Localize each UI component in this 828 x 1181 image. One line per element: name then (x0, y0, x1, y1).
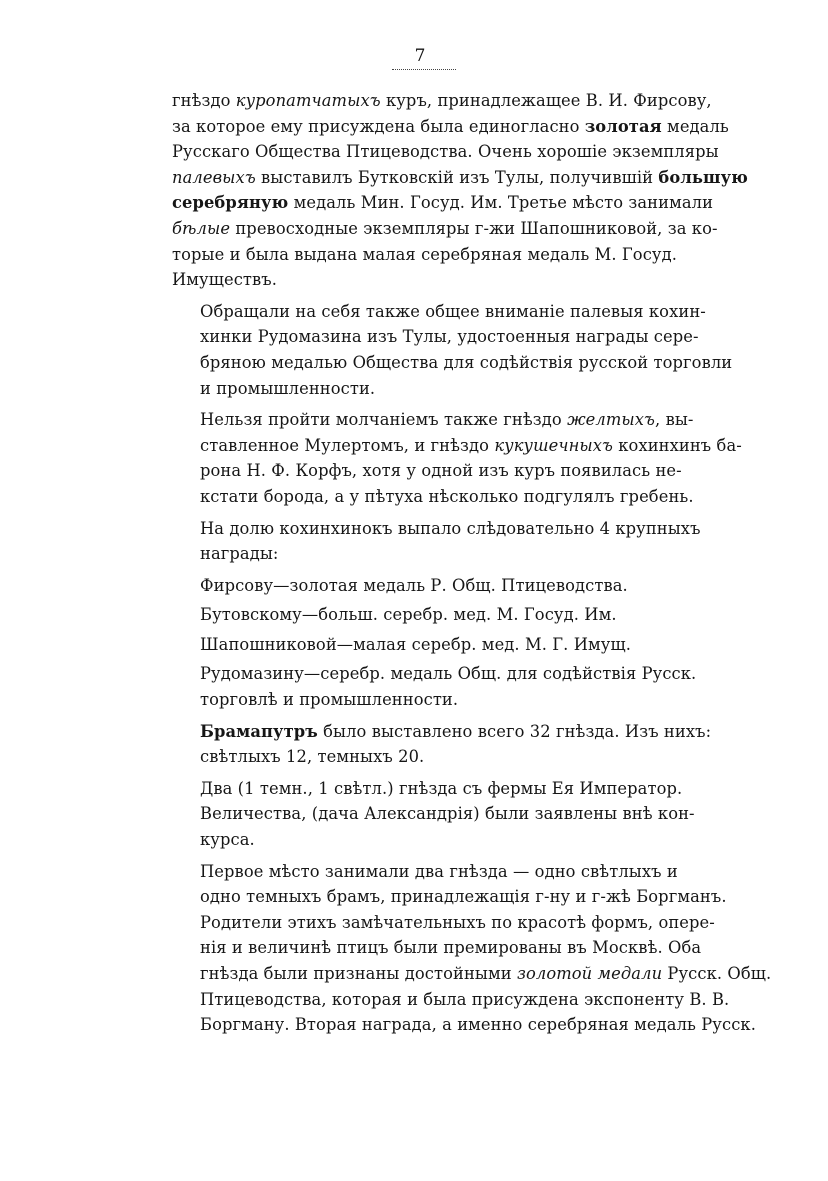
text-run: Русск. Общ. (662, 964, 772, 983)
italic-term: желтыхъ (567, 410, 656, 430)
text-line (172, 719, 712, 745)
text-line (172, 961, 772, 987)
text-run: ставленное Мулертомъ, и гнѣздо (200, 435, 495, 455)
italic-term: бѣлые (172, 218, 231, 238)
text-line (172, 458, 682, 484)
award-item-firsov (172, 573, 672, 599)
text-run: медаль (661, 116, 729, 136)
award-item-butovsky (172, 602, 672, 628)
text-run: торые и была выдана малая серебряная медаль М. Госуд. (172, 244, 677, 264)
paragraph-imperial-farm (172, 776, 695, 853)
text-run: бряною медалью Общества для содѣйствія русской торговли (200, 352, 733, 372)
paragraph-3 (172, 407, 742, 509)
text-line (172, 267, 672, 293)
text-line (172, 114, 729, 140)
bold-term: Брамапутръ (200, 721, 318, 741)
text-run: за которое ему присуждена была единогласно (172, 116, 585, 136)
text-run: Два (1 темн., 1 свѣтл.) гнѣзда съ фермы Ея Император. (200, 778, 683, 798)
paragraph-1 (172, 88, 748, 293)
text-run: Имуществъ. (172, 270, 278, 290)
text-run: было выставлено всего 32 гнѣзда. Изъ нихъ: (317, 721, 712, 741)
text-line (172, 541, 672, 567)
italic-term: палевыхъ (172, 167, 256, 187)
italic-term: куропатчатыхъ (235, 91, 381, 110)
text-line (172, 484, 694, 510)
text-run: кстати борода, а у пѣтуха нѣсколько подгулялъ гребень. (200, 486, 694, 506)
text-run: Птицеводства, которая и была присуждена экспоненту В. В. (200, 989, 730, 1009)
text-run: На долю кохинхинокъ выпало слѣдовательно 4 крупныхъ (200, 518, 701, 538)
text-line (172, 859, 678, 885)
award-item-shaposhnikova (172, 632, 672, 658)
text-line (172, 884, 727, 910)
text-line (172, 350, 733, 376)
text-line (172, 216, 718, 242)
award-item-rudomazin (172, 661, 697, 712)
text-line (172, 602, 672, 628)
text-run: медаль Мин. Госуд. Им. Третье мѣсто занимали (288, 193, 714, 213)
italic-term: золотой медали (516, 964, 663, 983)
paragraph-2 (172, 299, 733, 401)
text-line (172, 910, 715, 936)
text-run: курса. (200, 830, 255, 850)
text-run: превосходные экземпляры г-жи Шапошниковой, за ко- (230, 218, 718, 238)
page-number-rule (392, 69, 456, 70)
text-line (172, 573, 672, 599)
page-number: 7 (414, 46, 426, 66)
text-line (172, 776, 683, 802)
text-line (172, 407, 694, 433)
text-line (172, 987, 730, 1013)
text-run: одно темныхъ брамъ, принадлежащія г-ну и г-жѣ Боргманъ. (200, 887, 727, 907)
text-run: торговлѣ и промышленности. (200, 690, 459, 710)
text-line (172, 1012, 756, 1038)
text-line (172, 190, 714, 216)
text-line (172, 139, 719, 165)
text-run: нія и величинѣ птицъ были премированы въ Москвѣ. Оба (200, 938, 702, 958)
text-run: выставилъ Бутковскій изъ Тулы, получившій (255, 167, 659, 187)
text-run: Русскаго Общества Птицеводства. Очень хорошіе экземпляры (172, 142, 719, 162)
text-line (172, 433, 742, 459)
text-line (172, 242, 677, 268)
text-run: Рудомазину—серебр. медаль Общ. для содѣйствія Русск. (200, 664, 697, 684)
paragraph-brahmaputra (172, 719, 712, 770)
text-run: Родители этихъ замѣчательныхъ по красотѣ формъ, опере- (200, 912, 715, 932)
text-run: гнѣздо (172, 91, 236, 110)
text-run: Величества, (дача Александрія) были заявлены внѣ кон- (200, 804, 695, 824)
text-run: рона Н. Ф. Корфъ, хотя у одной изъ куръ появилась не- (200, 461, 682, 481)
text-run: Боргману. Вторая награда, а именно серебряная медаль Русск. (200, 1015, 756, 1035)
text-run: свѣтлыхъ 12, темныхъ 20. (200, 747, 425, 767)
text-run: куръ, принадлежащее В. И. Фирсову, (380, 91, 712, 110)
bold-term: серебряную (172, 193, 289, 213)
text-run: Фирсову—золотая медаль Р. Общ. Птицеводства. (200, 575, 628, 595)
text-run: кохинхинъ ба- (612, 435, 742, 455)
text-run: Первое мѣсто занимали два гнѣзда — одно свѣтлыхъ и (200, 861, 678, 881)
text-line (172, 516, 701, 542)
text-run: награды: (200, 544, 279, 564)
text-line (172, 827, 672, 853)
text-run: Обращали на себя также общее вниманіе палевыя кохин- (200, 301, 706, 321)
text-line (172, 324, 699, 350)
text-line (172, 687, 672, 713)
italic-term: кукушечныхъ (494, 435, 613, 455)
text-run: и промышленности. (200, 378, 376, 398)
text-run: гнѣзда были признаны достойными (200, 964, 517, 983)
text-line (172, 299, 706, 325)
text-run: Нельзя пройти молчаніемъ также гнѣздо (200, 410, 568, 430)
paragraph-4 (172, 516, 701, 567)
text-line (172, 661, 697, 687)
text-line (172, 88, 712, 114)
text-line (172, 165, 748, 191)
bold-term: золотая (584, 116, 662, 136)
bold-term: большую (658, 167, 748, 187)
text-run: Шапошниковой—малая серебр. мед. М. Г. Имущ. (200, 634, 631, 654)
text-run: Бутовскому—больш. серебр. мед. М. Госуд. Им. (200, 605, 617, 625)
text-line (172, 801, 695, 827)
text-line (172, 376, 672, 402)
paragraph-first-place (172, 859, 772, 1038)
text-line (172, 632, 672, 658)
text-line (172, 744, 672, 770)
text-run: , вы- (655, 410, 694, 430)
text-line (172, 935, 702, 961)
page-body (172, 88, 772, 1044)
text-run: хинки Рудомазина изъ Тулы, удостоенныя награды сере- (200, 327, 699, 347)
